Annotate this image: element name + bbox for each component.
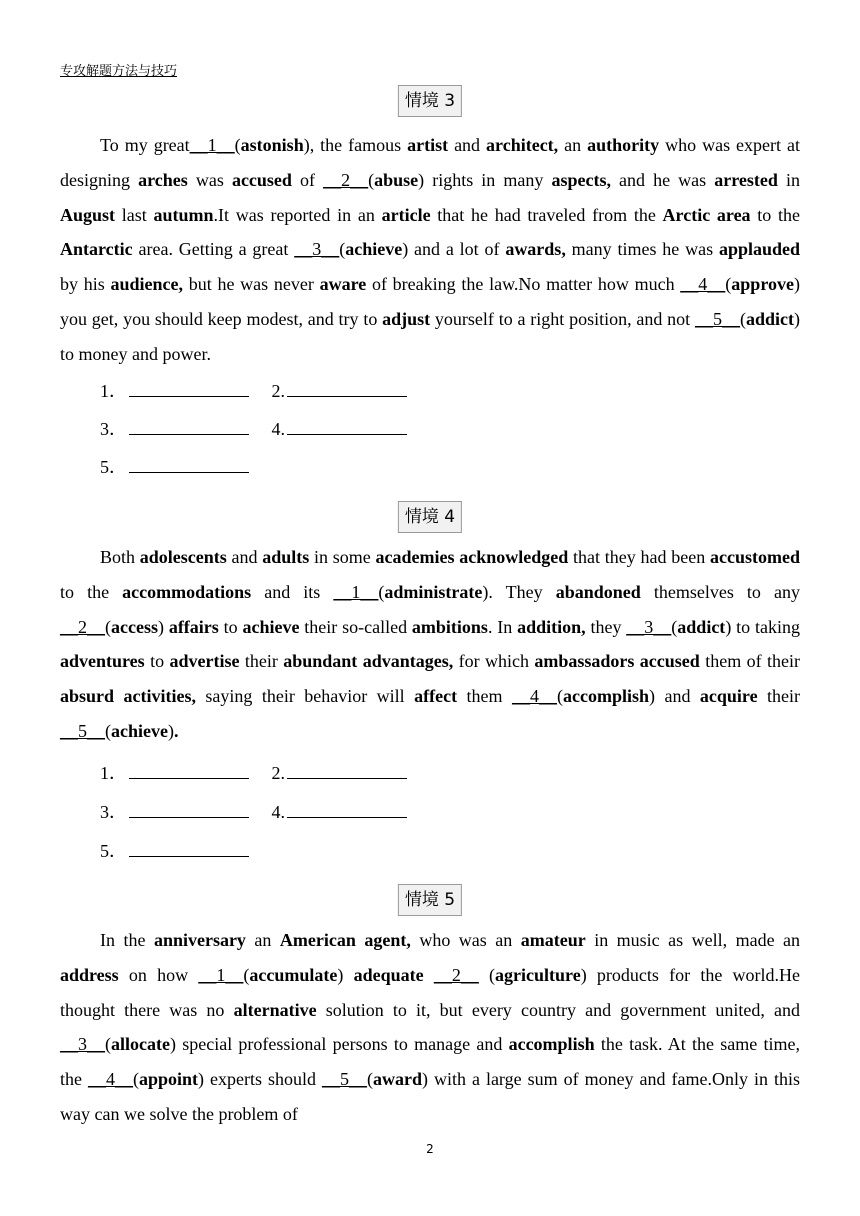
text-run: ) and <box>649 686 700 707</box>
keyword: adjust <box>382 308 431 329</box>
text-run: ) <box>337 964 354 985</box>
keyword: achieve <box>345 239 403 260</box>
text-run: them of their <box>699 651 800 672</box>
blank-gap: __3__ <box>626 616 672 637</box>
text-run: ( <box>132 1069 139 1090</box>
text-run: of <box>291 169 324 190</box>
keyword: arches <box>138 169 188 190</box>
text-run: ) to taking <box>725 616 800 637</box>
paragraph-section-5 <box>60 923 800 1132</box>
answer-blank[interactable] <box>287 760 407 779</box>
text-run: ( <box>105 720 111 741</box>
keyword: adults <box>262 547 310 567</box>
keyword: adventures <box>60 651 145 672</box>
keyword: accustomed <box>710 547 800 567</box>
keyword: artist <box>407 135 449 155</box>
keyword: abandoned <box>555 581 641 602</box>
blank-gap: __5__ <box>321 1069 367 1090</box>
keyword: aware <box>319 274 367 295</box>
section-title-5: 情境 5 <box>398 884 462 916</box>
blank-gap: __3__ <box>60 1034 105 1055</box>
keyword: alternative <box>233 999 317 1020</box>
keyword: amateur <box>520 930 586 950</box>
text-run: ) special professional persons to manage and <box>169 1034 509 1055</box>
text-run: .It was reported in an <box>213 204 382 225</box>
keyword: abundant advantages, <box>283 651 454 672</box>
keyword: access <box>111 616 158 637</box>
blank-gap: __2__ <box>60 616 105 637</box>
text-run: they <box>585 616 627 637</box>
keyword: American agent, <box>279 930 411 950</box>
answer-blank[interactable] <box>287 799 407 818</box>
answer-blank[interactable] <box>129 760 249 779</box>
keyword: addition, <box>517 616 586 637</box>
keyword: accommodations <box>122 581 252 602</box>
answer-row <box>100 378 407 403</box>
keyword: anniversary <box>153 930 246 950</box>
text-run: that they had been <box>568 547 711 567</box>
text-run: ) products for the world.He thought there was no <box>60 964 801 1020</box>
text-run: an <box>558 135 588 155</box>
keyword: aspects, <box>551 169 611 190</box>
answer-label: 5． <box>100 841 127 861</box>
answer-row <box>100 799 407 824</box>
section-title-3: 情境 3 <box>398 85 462 117</box>
text-run: to the <box>60 581 123 602</box>
keyword: Antarctic <box>60 239 133 260</box>
blank-gap: __2__ <box>433 964 479 985</box>
answer-label: 1． <box>100 763 127 783</box>
text-run: To my great <box>100 135 190 155</box>
text-run: area. Getting a great <box>132 239 295 260</box>
text-run: in some <box>309 547 376 567</box>
text-run: ) with a large sum of money and fame.Only in this way can we solve the problem of <box>60 1069 800 1124</box>
text-run: last <box>115 204 154 225</box>
text-run: and he was <box>610 169 715 190</box>
blank-gap: __1__ <box>198 964 244 985</box>
text-run: but he was never <box>182 274 320 295</box>
blank-gap: __2__ <box>323 169 369 190</box>
blank-gap: __1__ <box>333 581 379 602</box>
keyword: adolescents <box>139 547 227 567</box>
keyword: article <box>381 204 431 225</box>
keyword: audience, <box>110 274 183 295</box>
answer-label: 2. <box>271 381 285 401</box>
answer-blank[interactable] <box>129 799 249 818</box>
answer-blank[interactable] <box>287 416 407 435</box>
text-run: the task. At the same time, the <box>60 1034 800 1090</box>
answer-blank[interactable] <box>129 454 249 473</box>
keyword: appoint <box>138 1069 199 1090</box>
keyword: astonish <box>240 135 304 155</box>
blank-gap: __1__ <box>189 135 235 155</box>
keyword: awards, <box>505 239 566 260</box>
text-run: their so-called <box>299 616 412 637</box>
text-run: ( <box>105 616 111 637</box>
text-run: ), the famous <box>303 135 408 155</box>
answer-blank[interactable] <box>287 378 407 397</box>
keyword: address <box>60 964 119 985</box>
keyword: applauded <box>718 239 800 260</box>
text-run: and <box>448 135 487 155</box>
text-run: ) rights in many <box>418 169 552 190</box>
keyword: arrested <box>714 169 778 190</box>
keyword: absurd activities, <box>60 686 196 707</box>
answer-label: 5． <box>100 457 127 477</box>
text-run: in <box>777 169 801 190</box>
text-run: Both <box>100 547 140 567</box>
text-run: many times he was <box>565 239 719 260</box>
keyword: Arctic area <box>662 204 751 225</box>
answer-label: 1． <box>100 381 127 401</box>
blank-gap: __5__ <box>694 308 740 329</box>
keyword: academies acknowledged <box>375 547 569 567</box>
blank-gap: __4__ <box>87 1069 133 1090</box>
keyword: ambitions <box>411 616 488 637</box>
keyword: autumn <box>153 204 214 225</box>
keyword: architect, <box>486 135 559 155</box>
text-run: . In <box>487 616 518 637</box>
paragraph-section-4 <box>60 540 800 749</box>
keyword: acquire <box>699 686 758 707</box>
keyword: achieve <box>242 616 300 637</box>
text-run: ( <box>339 239 346 260</box>
text-run: ) <box>157 616 169 637</box>
answer-row <box>100 454 249 479</box>
text-run: ( <box>557 686 563 707</box>
text-run: ( <box>105 1034 111 1055</box>
text-run: ( <box>234 135 241 155</box>
keyword: adequate <box>353 964 424 985</box>
text-run: to <box>144 651 170 672</box>
text-run: that he had traveled from the <box>430 204 663 225</box>
keyword: agriculture <box>495 964 581 985</box>
text-run: ) <box>167 720 174 741</box>
text-run: by his <box>60 274 111 295</box>
keyword: administrate <box>384 581 483 602</box>
text-run: ) you get, you should keep modest, and try to <box>60 274 800 329</box>
keyword: authority <box>587 135 660 155</box>
keyword: August <box>60 204 116 225</box>
keyword: accomplish <box>563 686 650 707</box>
text-run: their <box>757 686 800 707</box>
text-run: ( <box>368 169 375 190</box>
answer-row <box>100 838 249 863</box>
text-run <box>424 965 434 985</box>
keyword: addict <box>745 308 794 329</box>
answer-row <box>100 416 407 441</box>
keyword: accumulate <box>249 964 338 985</box>
blank-gap: __4__ <box>512 686 557 707</box>
answer-label: 4. <box>271 802 285 822</box>
keyword: ambassadors accused <box>534 651 700 672</box>
text-run: their <box>239 651 284 672</box>
text-run: to the <box>750 204 801 225</box>
keyword: affairs <box>168 616 219 637</box>
answer-label: 4. <box>271 419 285 439</box>
keyword: approve <box>731 274 794 295</box>
text-run: them <box>457 686 512 707</box>
text-run: ( <box>725 274 732 295</box>
answer-row <box>100 760 407 785</box>
text-run: of breaking the law.No matter how much <box>366 274 681 295</box>
page-header: 专攻解题方法与技巧 <box>60 64 178 79</box>
answer-blank[interactable] <box>129 378 249 397</box>
text-run: and its <box>251 581 334 602</box>
keyword: . <box>173 720 179 741</box>
text-run: ( <box>739 308 746 329</box>
section-title-4: 情境 4 <box>398 501 462 533</box>
text-run: In the <box>100 930 154 950</box>
text-run: ( <box>243 964 250 985</box>
page-number: 2 <box>426 1142 434 1156</box>
keyword: advertise <box>169 651 240 672</box>
blank-gap: __3__ <box>294 239 340 260</box>
text-run: yourself to a right position, and not <box>430 308 695 329</box>
text-run: was <box>187 169 232 190</box>
text-run: ) and a lot of <box>402 239 506 260</box>
text-run: solution to it, but every country and government united, and <box>316 999 801 1020</box>
keyword: abuse <box>374 169 419 190</box>
text-run: saying their behavior will <box>195 686 415 707</box>
text-run: ( <box>671 616 678 637</box>
keyword: achieve <box>111 720 168 741</box>
text-run: who was an <box>410 930 521 950</box>
keyword: affect <box>414 686 458 707</box>
text-run: ( <box>378 581 385 602</box>
answer-label: 3． <box>100 802 127 822</box>
text-run: ) experts should <box>198 1069 322 1090</box>
text-run: an <box>245 930 280 950</box>
text-run: for which <box>453 651 535 672</box>
keyword: accused <box>231 169 292 190</box>
answer-blank[interactable] <box>129 838 249 857</box>
text-run: themselves to any <box>640 581 800 602</box>
text-run: ( <box>366 1069 373 1090</box>
paragraph-section-3 <box>60 128 800 372</box>
text-run: ) to money and power. <box>60 308 800 364</box>
keyword: award <box>372 1069 422 1090</box>
answer-label: 2. <box>271 763 285 783</box>
answer-label: 3． <box>100 419 127 439</box>
keyword: allocate <box>111 1034 170 1055</box>
text-run: in music as well, made an <box>585 930 801 950</box>
text-run: ). They <box>482 581 556 602</box>
keyword: accomplish <box>508 1034 595 1055</box>
text-run: who was expert at designing <box>60 135 800 190</box>
blank-gap: __5__ <box>60 720 105 741</box>
keyword: addict <box>677 616 726 637</box>
text-run: and <box>226 547 263 567</box>
answer-blank[interactable] <box>129 416 249 435</box>
text-run: ( <box>478 964 496 985</box>
blank-gap: __4__ <box>680 274 726 295</box>
text-run: on how <box>118 964 199 985</box>
text-run: to <box>218 616 243 637</box>
